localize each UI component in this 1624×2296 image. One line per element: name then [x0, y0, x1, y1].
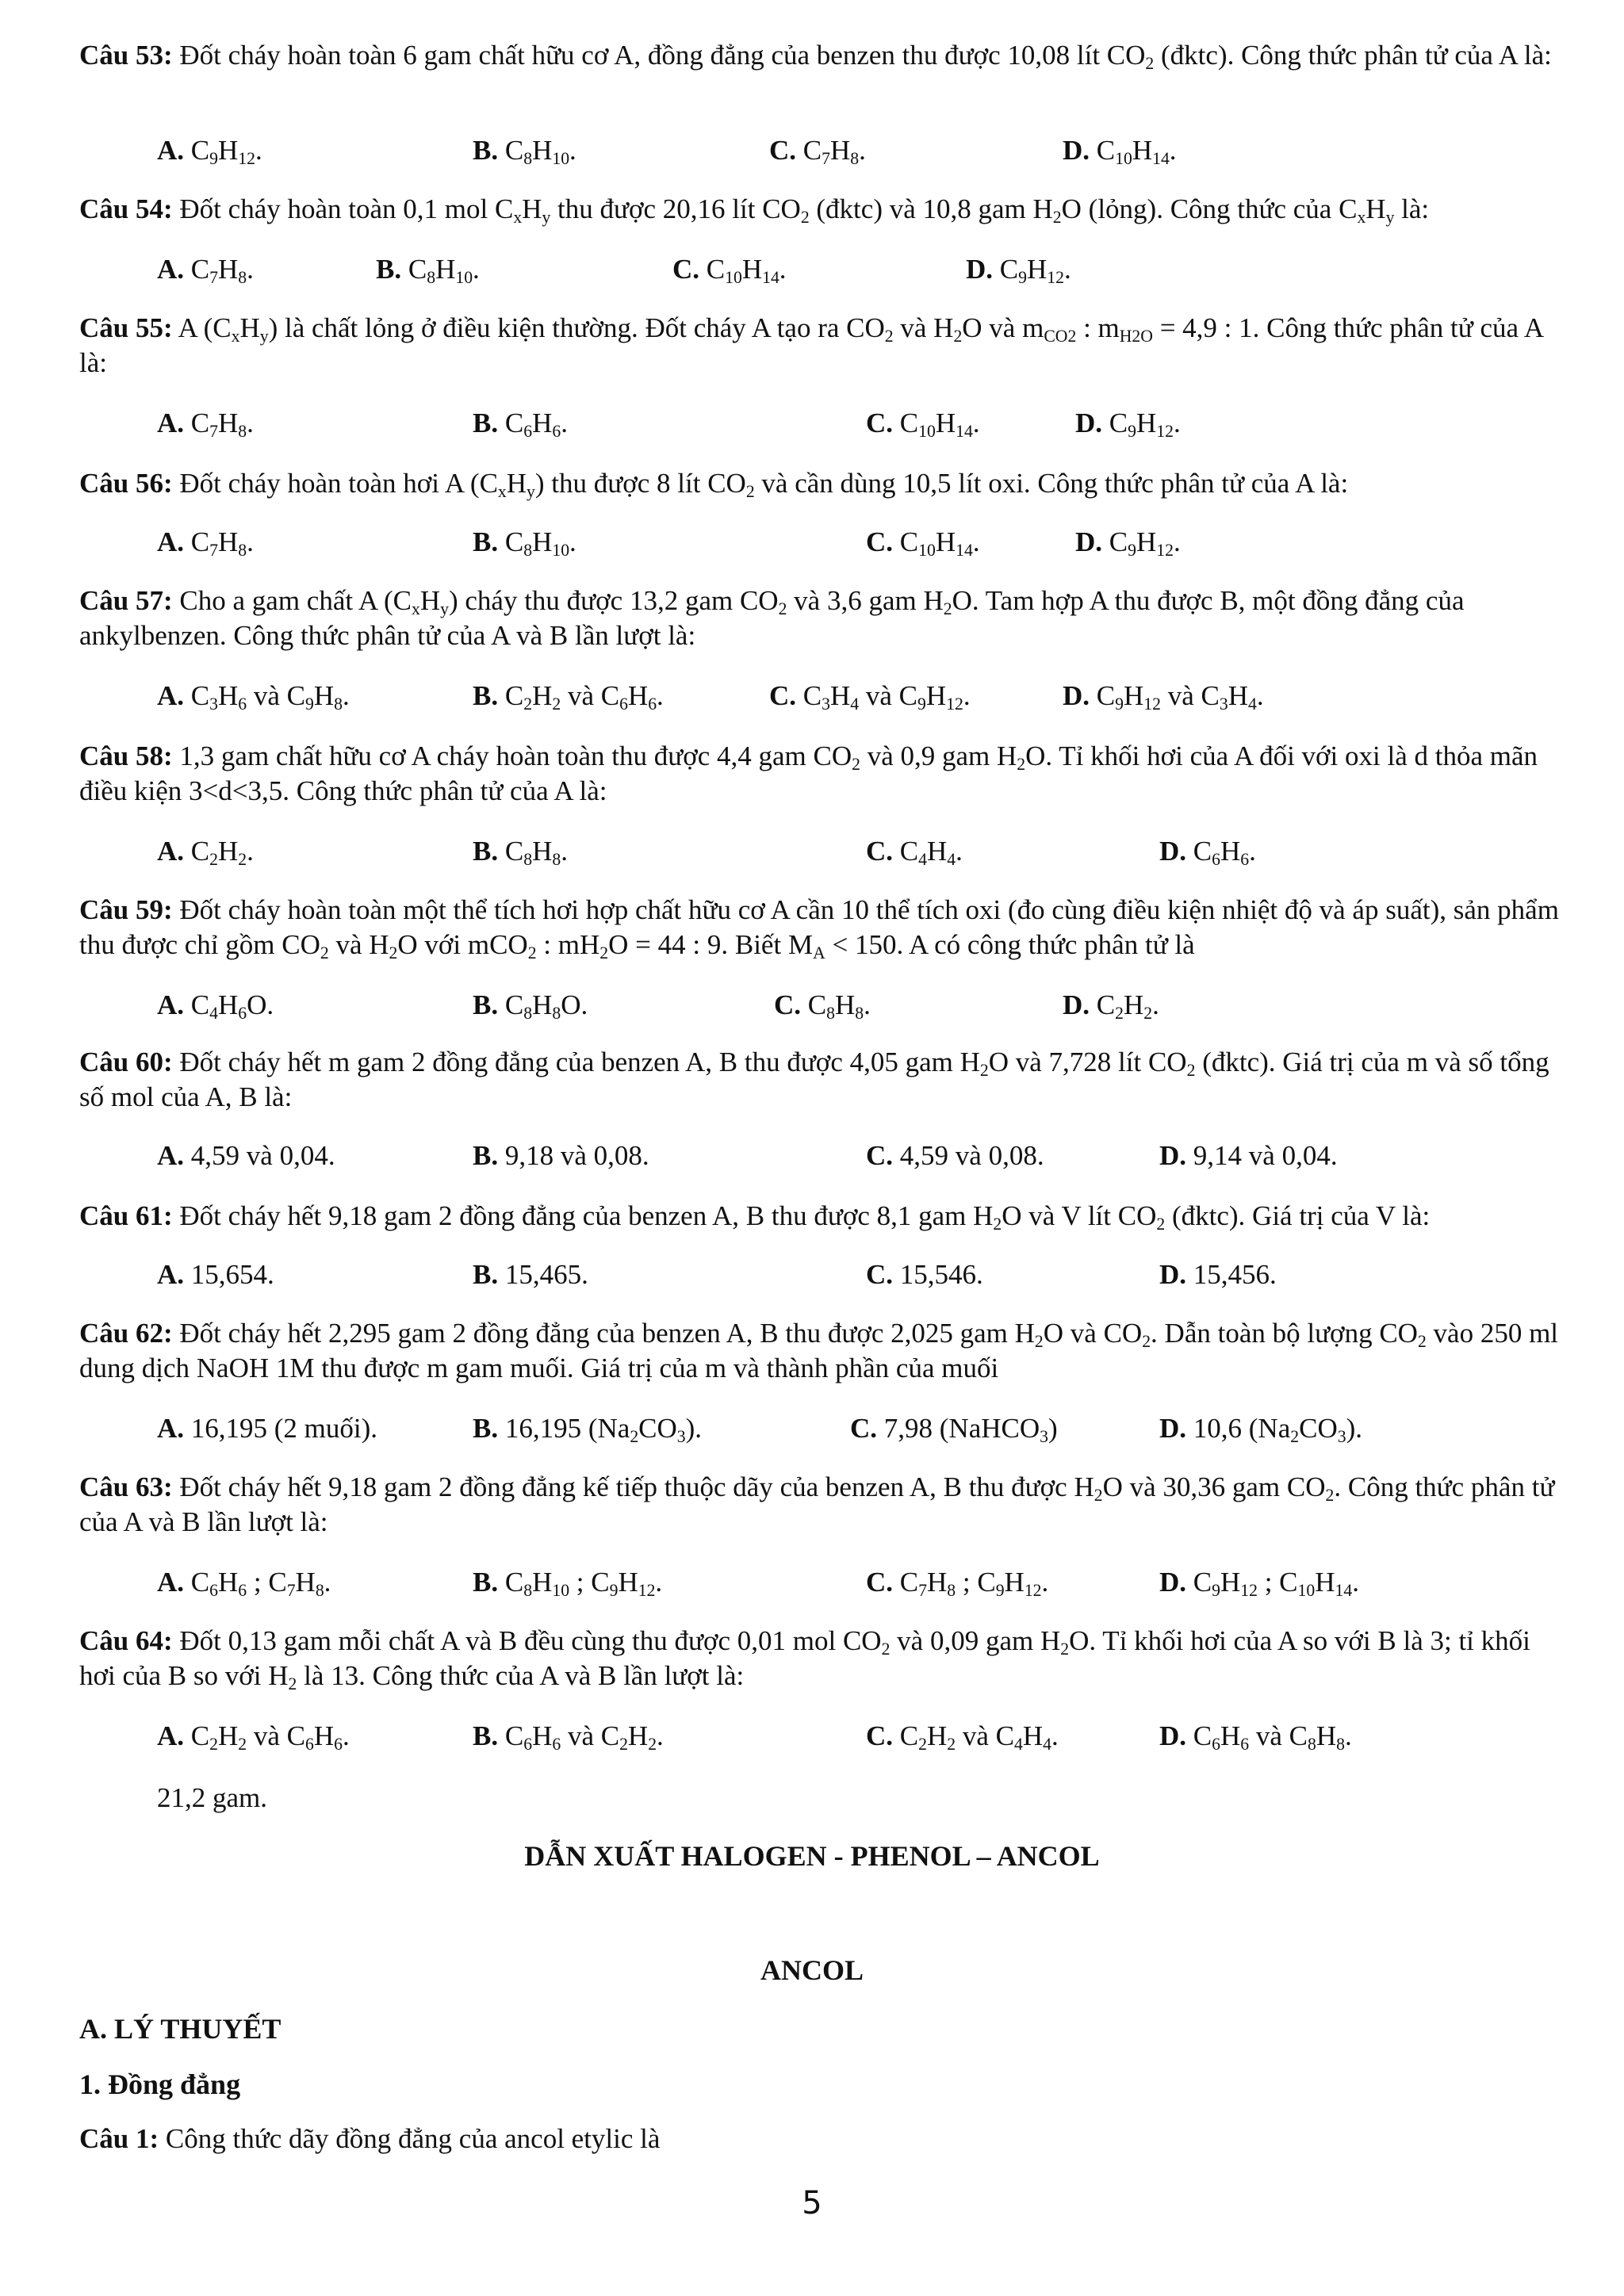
option-a: A. $C_2H_2$.	[157, 836, 254, 870]
question-56: Câu 56: Đốt cháy hoàn toàn hơi A $(C_xH_y)$ thu được 8 lít $CO_2$ và cần dùng 10,5 lít oxi. Công thức phân tử của A là:	[79, 468, 1349, 502]
option-c: C. $C_3H_4$ và $C_9H_{12}$.	[769, 680, 971, 714]
option-a: A. $C_9H_{12}$.	[157, 135, 262, 169]
options-62	[157, 1411, 1568, 1451]
option-a: A. $C_7H_8$.	[157, 254, 254, 288]
option-d: D. $C_9H_{12}$.	[1075, 408, 1181, 442]
question-55: Câu 55: A $(C_xH_y)$ là chất lỏng ở điều kiện thường. Đốt cháy A tạo ra $CO_2$ và $H_2O$ và $m_{CO2}$ : $m_{H2O} = 4,9$ : 1. Công thức phân tử của A là:	[79, 312, 1543, 378]
option-c: C. $C_{10}H_{14}$.	[672, 254, 787, 288]
option-d: D. $C_2H_2$.	[1063, 989, 1159, 1024]
option-b: B. $C_8H_8$.	[473, 836, 568, 870]
options-57	[157, 679, 1568, 718]
options-61	[157, 1257, 1568, 1297]
question-63: Câu 63: Đốt cháy hết 9,18 gam 2 đồng đẳng kế tiếp thuộc dãy của benzen A, B thu được $H_2O$ và 30,36 gam $CO_2$. Công thức phân tử của A và B lần lượt là:	[79, 1471, 1555, 1537]
option-a: A. $C_7H_8$.	[157, 526, 254, 561]
option-c: C. $C_7H_8$.	[769, 135, 866, 169]
question-60: Câu 60: Đốt cháy hết m gam 2 đồng đẳng của benzen A, B thu được 4,05 gam $H_2O$ và 7,728 lít $CO_2$ (đktc). Giá trị của m và số tổng số mol của A, B là:	[79, 1047, 1549, 1112]
options-56	[157, 525, 1568, 564]
options-55	[157, 406, 1568, 446]
options-60	[157, 1138, 1568, 1178]
option-b: B. $C_8H_{10}$.	[376, 254, 480, 288]
option-d: D. $C_{10}H_{14}$.	[1063, 135, 1177, 169]
option-c: C. 4,59 và 0,08.	[866, 1140, 1044, 1171]
option-d: D. $C_6H_6$ và $C_8H_8$.	[1159, 1720, 1352, 1755]
options-53	[157, 133, 1568, 173]
question-64: Câu 64: Đốt 0,13 gam mỗi chất A và B đều cùng thu được 0,01 mol $CO_2$ và 0,09 gam $H_2O$. Tỉ khối hơi của A so với B là 3; tỉ khối hơi của B so với $H_2$ là 13. Công thức của A và B lần lượt là:	[79, 1625, 1530, 1694]
question-59: Câu 59: Đốt cháy hoàn toàn một thể tích hơi hợp chất hữu cơ A cần 10 thể tích oxi (đo cùng điều kiện nhiệt độ và áp suất), sản phẩm thu được chỉ gồm $CO_2$ và $H_2O$ với mCO$_2$ : $mH_2O = 44$ : 9. Biết $M_A < 150$. A có công thức phân tử là	[79, 894, 1559, 963]
option-b: B. 9,18 và 0,08.	[473, 1140, 649, 1171]
part-heading: A. LÝ THUYẾT	[79, 2013, 282, 2045]
option-c: C. 7,98 (NaHCO$_3$)	[850, 1413, 1058, 1447]
option-c: C. $C_{10}H_{14}$.	[866, 526, 980, 561]
option-b: B. $C_2H_2$ và $C_6H_6$.	[473, 680, 664, 714]
option-c: C. 15,546.	[866, 1259, 983, 1290]
option-b: B. $C_8H_8O$.	[473, 989, 588, 1024]
question-53: Câu 53: Đốt cháy hoàn toàn 6 gam chất hữu cơ A, đồng đẳng của benzen thu được 10,08 lít $CO_2$ (đktc). Công thức phân tử của A là:	[79, 40, 1552, 74]
question-57: Câu 57: Cho a gam chất A $(C_xH_y)$ cháy thu được 13,2 gam $CO_2$ và 3,6 gam $H_2O$. Tam hợp A thu được B, một đồng đẳng của ankylbenzen. Công thức phân tử của A và B lần lượt là:	[79, 585, 1465, 651]
question-54: Câu 54: Đốt cháy hoàn toàn 0,1 mol $C_xH_y$ thu được 20,16 lít $CO_2$ (đktc) và 10,8 gam $H_2O$ (lỏng). Công thức của $C_xH_y$ là:	[79, 193, 1430, 228]
stray-text: 21,2 gam.	[157, 1782, 268, 1813]
question-62: Câu 62: Đốt cháy hết 2,295 gam 2 đồng đẳng của benzen A, B thu được 2,025 gam $H_2O$ và $CO_2$. Dẫn toàn bộ lượng $CO_2$ vào 250 ml dung dịch NaOH 1M thu được m gam muối. Giá trị của m và thành phần của muối	[79, 1318, 1559, 1383]
option-a: A. $C_3H_6$ và $C_9H_8$.	[157, 680, 350, 714]
page-number: 5	[802, 2185, 822, 2221]
options-63	[157, 1565, 1568, 1605]
option-d: D. 10,6 $(Na_2CO_3)$.	[1159, 1413, 1362, 1447]
options-64	[157, 1719, 1568, 1758]
option-b: B. $C_6H_6$.	[473, 408, 568, 442]
option-a: A. 4,59 và 0,04.	[157, 1140, 335, 1171]
option-c: C. $C_7H_8$ ; $C_9H_{12}$.	[866, 1567, 1049, 1601]
option-b: B. $C_8H_{10}$ ; $C_9H_{12}$.	[473, 1567, 663, 1601]
option-b: B. $C_8H_{10}$.	[473, 135, 576, 169]
option-d: D. $C_9H_{12}$.	[966, 254, 1071, 288]
option-a: A. $C_4H_6O$.	[157, 989, 274, 1024]
options-54	[157, 252, 1568, 292]
option-a: A. 15,654.	[157, 1259, 274, 1290]
option-b: B. $C_6H_6$ và $C_2H_2$.	[473, 1720, 664, 1755]
sub-heading: 1. Đồng đẳng	[79, 2068, 241, 2100]
option-d: D. $C_9H_{12}$.	[1075, 526, 1181, 561]
option-d: D. $C_6H_6$.	[1159, 836, 1256, 870]
options-58	[157, 834, 1568, 874]
question-61: Câu 61: Đốt cháy hết 9,18 gam 2 đồng đẳng của benzen A, B thu được 8,1 gam $H_2O$ và V lít $CO_2$ (đktc). Giá trị của V là:	[79, 1200, 1431, 1234]
subsection-title: ANCOL	[760, 1954, 864, 1986]
option-d: D. $C_9H_{12}$ và $C_3H_4$.	[1063, 680, 1264, 714]
option-d: D. 9,14 và 0,04.	[1159, 1140, 1338, 1171]
option-a: A. $C_6H_6$ ; $C_7H_8$.	[157, 1567, 331, 1601]
option-b: B. $C_8H_{10}$.	[473, 526, 576, 561]
question-58: Câu 58: 1,3 gam chất hữu cơ A cháy hoàn toàn thu được 4,4 gam $CO_2$ và 0,9 gam $H_2O$. Tỉ khối hơi của A đối với oxi là d thỏa mãn điều kiện 3<d<3,5. Công thức phân tử của A là:	[79, 740, 1538, 806]
option-a: A. $C_7H_8$.	[157, 408, 254, 442]
option-a: A. 16,195 (2 muối).	[157, 1413, 378, 1444]
option-a: A. $C_2H_2$ và $C_6H_6$.	[157, 1720, 350, 1755]
option-c: C. $C_2H_2$ và $C_4H_4$.	[866, 1720, 1059, 1755]
option-c: C. $C_8H_8$.	[774, 989, 871, 1024]
option-c: C. $C_4H_4$.	[866, 836, 963, 870]
section-title: DẪN XUẤT HALOGEN - PHENOL – ANCOL	[524, 1840, 1100, 1872]
options-59	[157, 988, 1568, 1027]
option-b: B. 15,465.	[473, 1259, 588, 1290]
question-1: Câu 1: Công thức dãy đồng đẳng của ancol etylic là	[79, 2123, 661, 2154]
option-c: C. $C_{10}H_{14}$.	[866, 408, 980, 442]
option-d: D. $C_9H_{12}$ ; $C_{10}H_{14}$.	[1159, 1567, 1359, 1601]
option-b: B. 16,195 $(Na_2CO_3)$.	[473, 1413, 703, 1447]
option-d: D. 15,456.	[1159, 1259, 1277, 1290]
